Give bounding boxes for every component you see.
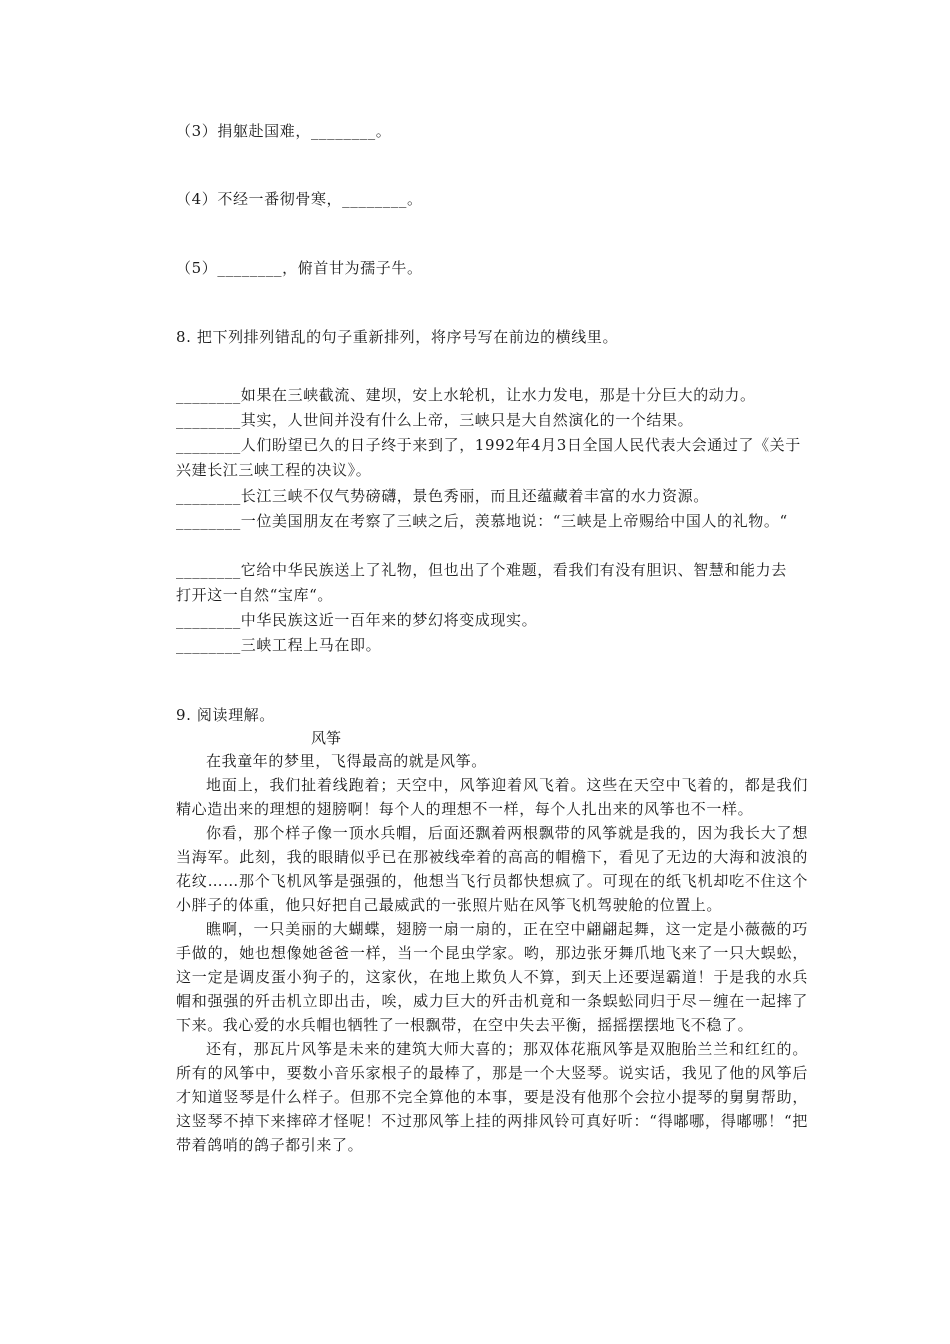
story-title: 风筝 — [311, 729, 342, 747]
q7-item-3: （3）捐躯赴国难，________。 — [176, 122, 392, 140]
q8-sentence: ________如果在三峡截流、建坝，安上水轮机，让水力发电，那是十分巨大的动力。 — [176, 386, 756, 404]
q8-sentence: ________长江三峡不仅气势磅礴，景色秀丽，而且还蕴藏着丰富的水力资源。 — [176, 487, 709, 505]
story-paragraph: 瞧啊，一只美丽的大蝴蝶，翅膀一扇一扇的，正在空中翩翩起舞，这一定是小薇薇的巧手做的，她也想像她爸爸一样，当一个昆虫学家。哟，那边张牙舞爪地飞来了一只大蜈蚣，这一定是调皮蛋小狗子的，这家伙，在地上欺负人不算，到天上还要逞霸道！于是我的水兵帽和强强的歼击机立即出击，唉，威力巨大的歼击机竟和一条蜈蚣同归于尽－缠在一起摔了下来。我心爱的水兵帽也牺牲了一根飘带，在空中失去平衡，摇摇摆摆地飞不稳了。 — [176, 920, 808, 1034]
q8-sentence: ________它给中华民族送上了礼物，但也出了个难题，看我们有没有胆识、智慧和能力去打开这一自然“宝库“。 — [176, 561, 787, 604]
q8-sentence: ________其实，人世间并没有什么上帝，三峡只是大自然演化的一个结果。 — [176, 411, 694, 429]
story-paragraph: 你看，那个样子像一顶水兵帽，后面还飘着两根飘带的风筝就是我的，因为我长大了想当海军。此刻，我的眼睛似乎已在那被线牵着的高高的帽檐下，看见了无边的大海和波浪的花纹……那个飞机风筝是强强的，他想当飞行员都快想疯了。可现在的纸飞机却吃不住这个小胖子的体重，他只好把自己最威武的一张照片贴在风筝飞机驾驶舱的位置上。 — [176, 824, 808, 914]
q7-item-4: （4）不经一番彻骨寒，________。 — [176, 190, 423, 208]
q8-sentence: ________三峡工程上马在即。 — [176, 636, 382, 654]
story-paragraph: 地面上，我们扯着线跑着；天空中，风筝迎着风飞着。这些在天空中飞着的，都是我们精心造出来的理想的翅膀啊！每个人的理想不一样，每个人扎出来的风筝也不一样。 — [176, 776, 808, 818]
q9-title: 9. 阅读理解。 — [176, 706, 275, 724]
q7-item-5: （5）________，俯首甘为孺子牛。 — [176, 259, 423, 277]
q8-sentence: ________人们盼望已久的日子终于来到了，1992年4月3日全国人民代表大会通过了《关于兴建长江三峡工程的决议》。 — [176, 436, 801, 479]
q8-sentence: ________一位美国朋友在考察了三峡之后，羡慕地说：“三峡是上帝赐给中国人的礼物。“ — [176, 512, 788, 530]
q8-sentence: ________中华民族这近一百年来的梦幻将变成现实。 — [176, 611, 538, 629]
story-body — [176, 749, 808, 1157]
q8-title: 8. 把下列排列错乱的句子重新排列，将序号写在前边的横线里。 — [176, 328, 619, 346]
story-paragraph: 在我童年的梦里，飞得最高的就是风筝。 — [206, 752, 487, 770]
story-paragraph: 还有，那瓦片风筝是未来的建筑大师大喜的；那双体花瓶风筝是双胞胎兰兰和红红的。所有的风筝中，要数小音乐家根子的最棒了，那是一个大竖琴。说实话，我见了他的风筝后才知道竖琴是什么样子。但那不完全算他的本事，要是没有他那个会拉小提琴的舅舅帮助，这竖琴不掉下来摔碎才怪呢！不过那风筝上挂的两排风铃可真好听：“得嘟哪，得嘟哪！“把带着鸽哨的鸽子都引来了。 — [176, 1040, 808, 1154]
